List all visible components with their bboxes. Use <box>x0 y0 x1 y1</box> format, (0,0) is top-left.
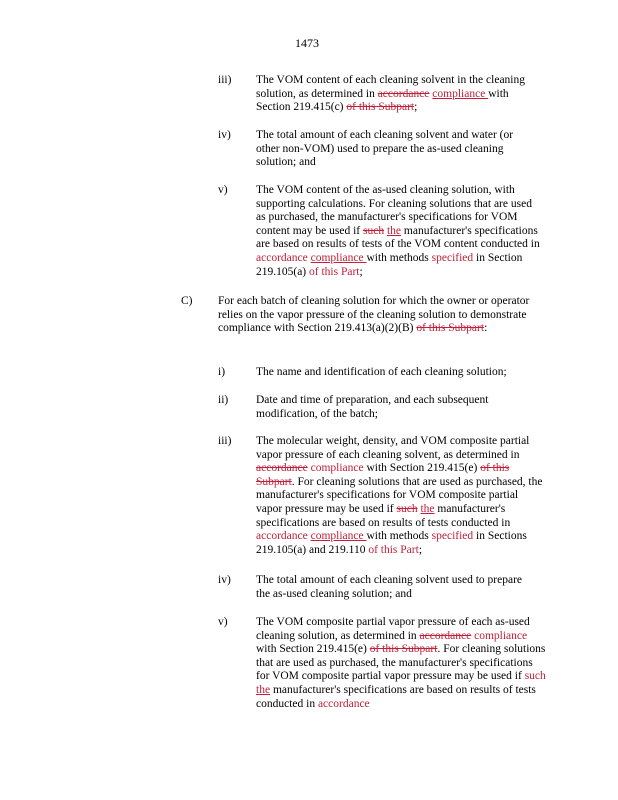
text-run: : <box>484 322 488 335</box>
text-run: with methods <box>366 530 432 543</box>
text-run: manufacturer's specifications are based on results of tests conducted in <box>256 502 511 529</box>
text-run: The total amount of each cleaning solvent and water (or other non-VOM) used to prepare the as-used cleaning solution; and <box>256 129 514 169</box>
revised-text: of this Part <box>368 543 419 556</box>
inserted-text: the <box>386 224 402 237</box>
page-number: 1473 <box>295 36 319 50</box>
deleted-text: accordance <box>377 87 430 100</box>
item-text <box>256 394 526 421</box>
text-run: The name and identification of each cleaning solution; <box>256 366 507 378</box>
deleted-text: such <box>396 502 418 515</box>
item-text <box>256 435 545 557</box>
deleted-text: of this Subpart <box>416 322 485 335</box>
text-run: ; <box>414 101 418 114</box>
text-run: The molecular weight, density, and VOM composite partial vapor pressure of each cleaning solvent, as determined in <box>256 435 530 461</box>
revised-text: such <box>524 670 546 683</box>
text-run: in Sections 219.105(a) and 219.110 <box>256 530 527 556</box>
deleted-text: of this Subpart <box>256 462 510 488</box>
revised-text: accordance <box>317 697 370 710</box>
text-run: with Section 219.415(e) <box>363 462 481 475</box>
item-marker: i) <box>218 366 226 378</box>
item-text <box>256 74 541 115</box>
item-text <box>256 129 518 170</box>
deleted-text: of this Subpart <box>369 643 438 656</box>
deleted-text: accordance <box>256 462 308 475</box>
item-marker: iii) <box>218 74 232 86</box>
text-run: with Section 219.415(e) <box>256 643 370 656</box>
text-run: with Section 219.415(c) <box>256 87 509 114</box>
deleted-text: such <box>362 224 385 237</box>
item-marker: iii) <box>218 435 232 447</box>
text-run: in Section 219.105(a) <box>256 251 523 278</box>
inserted-text: the <box>420 502 435 515</box>
inserted-text: compliance <box>432 87 489 100</box>
revised-text: accordance <box>256 251 308 264</box>
text-run: The VOM content of each cleaning solvent in the cleaning solution, as determined in <box>256 74 525 100</box>
text-run: ; <box>418 543 423 556</box>
item-text <box>218 295 530 336</box>
item-marker: iv) <box>218 574 231 586</box>
deleted-text: of this Subpart <box>346 101 415 114</box>
text-run: Date and time of preparation, and each subsequent modification, of the batch; <box>256 394 489 420</box>
item-marker: C) <box>181 295 193 307</box>
deleted-text: accordance <box>419 629 472 642</box>
text-run: manufacturer's specifications are based on results of tests of the VOM content conducted in <box>256 224 540 251</box>
revised-text: compliance <box>474 629 528 642</box>
text-run: The total amount of each cleaning solvent used to prepare the as-used cleaning solution; and <box>256 574 522 600</box>
item-marker: v) <box>218 184 228 196</box>
inserted-text: compliance <box>310 530 367 543</box>
text-run: . For cleaning solutions that are used as purchased, the manufacturer's specifications for VOM composite partial vapor pressure may be used if <box>256 643 546 683</box>
item-marker: ii) <box>218 394 229 406</box>
item-text <box>256 574 538 601</box>
revised-text: specified <box>431 530 474 543</box>
text-run: ; <box>359 265 363 278</box>
text-run: with methods <box>366 251 432 264</box>
item-text <box>256 616 546 711</box>
item-text <box>256 184 543 279</box>
text-run: manufacturer's specifications are based on results of tests conducted in <box>256 683 536 710</box>
item-text <box>256 366 556 380</box>
revised-text: compliance <box>310 462 364 475</box>
text-run: The VOM content of the as-used cleaning solution, with supporting calculations. For cleaning solutions that are used as purchased, the manufacturer's specifications for VOM content may be used if <box>256 184 532 237</box>
text-run: . For cleaning solutions that are used as purchased, the manufacturer's specifications for VOM composite partial vapor pressure may be used if <box>256 475 543 515</box>
revised-text: of this Part <box>309 265 360 278</box>
revised-text: specified <box>431 251 474 264</box>
inserted-text: the <box>256 683 271 696</box>
item-marker: v) <box>218 616 228 628</box>
item-marker: iv) <box>218 129 231 141</box>
inserted-text: compliance <box>310 251 367 264</box>
text-run: For each batch of cleaning solution for which the owner or operator relies on the vapor pressure of the cleaning solution to demonstrate compliance with Section 219.413(a)(2)(B) <box>218 295 530 335</box>
text-run: The VOM composite partial vapor pressure of each as-used cleaning solution, as determined in <box>256 616 530 642</box>
revised-text: accordance <box>256 530 308 543</box>
